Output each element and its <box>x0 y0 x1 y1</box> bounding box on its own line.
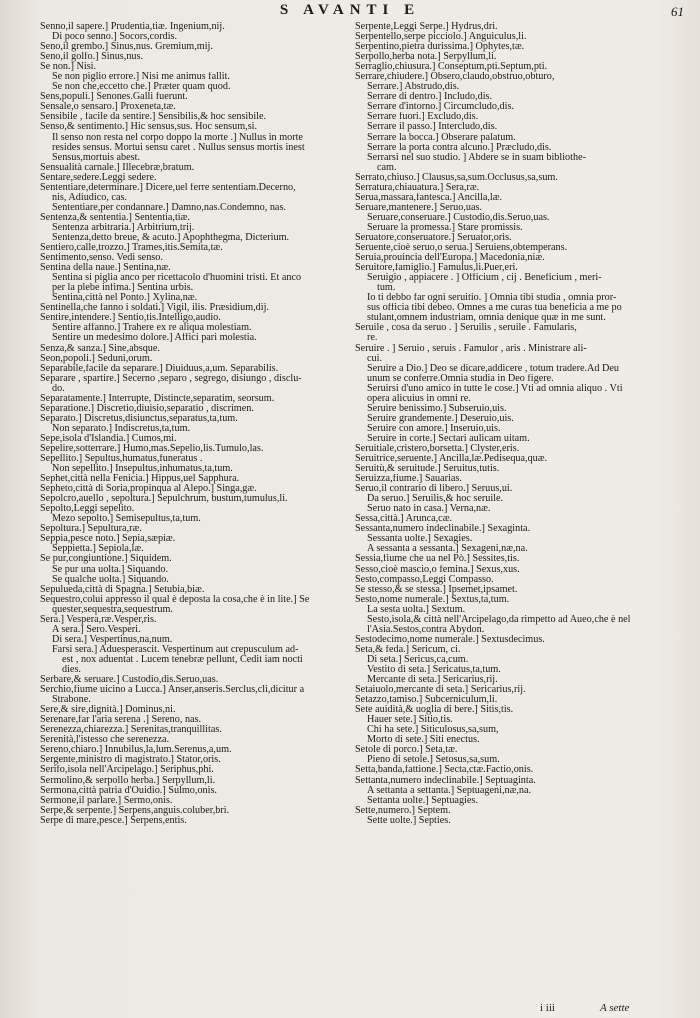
entry-line: Se pur,congiuntione.] Siquidem. <box>40 554 172 565</box>
entry-line: Sete auidità,& uoglia di bere.] Sitis,tis. <box>355 705 514 716</box>
entry-line: Seruitiale,cristero,borsetta.] Clyster,eris. <box>355 443 520 454</box>
entry-line: Seruatore,conseruatore.] Seruator,oris. <box>355 232 512 243</box>
entry-line: Sentire affanno.] Trahere ex re aliqua molestiam. <box>52 323 252 334</box>
entry-line: Sepellito.] Sepultus,humatus,funeratus . <box>40 454 203 465</box>
entry-line: unum se conferre.Omnia studia in Deo figere. <box>367 373 554 384</box>
entry-line: A sera.] Sero.Vesperi. <box>52 624 141 635</box>
entry-line: Sesto,nome numerale.] Sextus,ta,tum. <box>355 594 510 605</box>
entry-line: Setole di porco.] Seta,tæ. <box>355 745 458 756</box>
entry-line: Il senso non resta nel corpo doppo la morte .] Nullus in morte <box>52 132 303 143</box>
entry-line: Settanta,numero indeclinabile.] Septuaginta. <box>355 775 536 786</box>
entry-line: Seruitore,famiglio.] Famulus,li.Puer,eri. <box>355 263 518 274</box>
entry-line: Serenità,l'istesso che serenezza. <box>40 735 170 746</box>
entry-line: Sepolto,Leggi sepelito. <box>40 504 135 515</box>
running-head: S AVANTI E <box>279 2 421 18</box>
entry-line: Serrare il passo.] Intercludo,dis. <box>367 122 498 133</box>
entry-line: Se stesso,& se stessa.] Ipsemet,ipsamet. <box>355 584 518 595</box>
entry-line: resides sensus. Mortui sensu caret . Nullus sensus mortis inest <box>52 142 305 153</box>
entry-line: A sessanta a sessanta.] Sexageni,næ,na. <box>367 544 528 555</box>
entry-line: Sestodecimo,nome numerale.] Sextusdecimus. <box>355 634 545 645</box>
entry-line: Sera.] Vespera,ræ.Vesper,ris. <box>40 614 157 625</box>
entry-line: Serpollo,herba nota.] Serpyllum,li. <box>355 52 497 63</box>
entry-line: Non separato.] Indiscretus,ta,tum. <box>52 423 191 434</box>
entry-line: est , nox aduentat . Lucem tenebræ pellunt, Cedit iam nocti <box>62 654 303 665</box>
entry-line: Sentina si piglia anco per ricettacolo d'huomini tristi. Et anco <box>52 273 302 284</box>
entry-line: Separato.] Discretus,disiunctus,separatus,ta,tum. <box>40 413 238 424</box>
entry-line: Sesso,cioè mascio,o femina.] Sexus,xus. <box>355 564 520 575</box>
entry-line: Sepheto,città di Soria,propinqua al Alepo.] Singa,gæ. <box>40 484 257 495</box>
entry-line: Setaiuolo,mercante di seta.] Sericarius,rij. <box>355 685 526 696</box>
entry-line: Seruente,cioè seruo,o serua.] Seruiens,obtemperans. <box>355 243 568 254</box>
entry-line: re. <box>367 333 378 344</box>
entry-line: Serrato,chiuso.] Clausus,sa,sum.Occlusus,sa,sum. <box>355 172 558 183</box>
entry-line: Hauer sete.] Sitio,tis. <box>367 715 453 726</box>
entry-line: Sepolcro,auello , sepoltura.] Sepulchrum, bustum,tumulus,li. <box>40 494 288 505</box>
entry-line: A settanta a settanta.] Septuageni,næ,na. <box>367 785 532 796</box>
entry-line: Serpe di mare,pesce.] Serpens,entis. <box>40 815 187 826</box>
left-column <box>40 22 340 826</box>
entry-line: Serpe,& serpente.] Serpens,anguis.coluber,bri. <box>40 805 230 816</box>
right-column <box>355 22 685 826</box>
entry-line: Seruo,il contrario di libero.] Seruus,ui. <box>355 484 513 495</box>
page-footer <box>0 1002 700 1016</box>
entry-line: Serrare la porta contra alcuno.] Præcludo,dis. <box>367 142 552 153</box>
entry-line: Sentiero,calle,trozzo.] Trames,itis.Semita,tæ. <box>40 243 223 254</box>
entry-line: Seruare,mantenere.] Seruo,uas. <box>355 202 483 213</box>
entry-line: Farsi sera.] Aduesperascit. Vespertinum aut crepusculum ad- <box>52 644 299 655</box>
entry-line: nis, Adiudico, cas. <box>52 192 127 203</box>
entry-line: Seruare,conseruare.] Custodio,dis.Seruo,uas. <box>367 212 550 223</box>
entry-line: stulant,omnem industriam, omnia denique quæ in me sunt. <box>367 313 606 324</box>
entry-line: Seno,il golfo.] Sinus,nus. <box>40 52 144 63</box>
entry-line: Seruare la promessa.] Stare promissis. <box>367 222 523 233</box>
entry-line: Sentimento,senso. Vedi senso. <box>40 253 163 264</box>
entry-line: cam. <box>377 162 397 173</box>
entry-line: Sette uolte.] Septies. <box>367 815 451 826</box>
entry-line: opera alicuius in omni re. <box>367 393 471 404</box>
entry-line: Serrare fuori.] Excludo,dis. <box>367 112 479 123</box>
entry-line: Di poco senno.] Socors,cordis. <box>52 32 178 43</box>
entry-line: Sepoltura.] Sepultura,ræ. <box>40 524 142 535</box>
entry-line: Serenare,far l'aria serena .] Sereno, nas. <box>40 715 202 726</box>
entry-line: Setazzo,tamiso.] Subcerniculum,li. <box>355 695 498 706</box>
entry-line: Settanta uolte.] Septuagies. <box>367 795 478 806</box>
entry-line: Vestito di seta.] Sericatus,ta,tum. <box>367 665 501 675</box>
entry-line: Seta,& feda.] Sericum, ci. <box>355 644 461 655</box>
entry-line: Senso,& sentimento.] Hic sensus,sus. Hoc sensum,si. <box>40 122 258 133</box>
entry-line: quester,sequestra,sequestrum. <box>52 604 173 615</box>
entry-line: Sesto,isola,& città nell'Arcipelago,da rimpetto ad Aueo,che è nel <box>367 614 631 625</box>
entry-line: Seppia,pesce noto.] Sepia,sæpiæ. <box>40 534 176 545</box>
entry-line: Se non piglio errore.] Nisi me animus fallit. <box>52 72 230 83</box>
entry-line: Seon,popoli.] Seduni,orum. <box>40 353 153 364</box>
entry-line: Setta,banda,fattione.] Secta,ctæ.Factio,onis. <box>355 765 534 776</box>
entry-line: Seruo nato in casa.] Verna,næ. <box>367 504 491 515</box>
entry-line: Di seta.] Sericus,ca,cum. <box>367 654 469 665</box>
entry-line: Serenezza,chiarezza.] Serenitas,tranquillitas. <box>40 725 222 736</box>
entry-line: Sereno,chiaro.] Innubilus,la,lum.Serenus,a,um. <box>40 745 232 756</box>
entry-line: Di sera.] Vespertinus,na,num. <box>52 634 173 645</box>
entry-line: Seruile , cosa da seruo . ] Seruilis , seruile . Famularis, <box>355 323 577 334</box>
entry-line: Mezo sepolto.] Semisepultus,ta,tum. <box>52 514 201 525</box>
entry-line: Seno,il grembo.] Sinus,nus. Gremium,mij. <box>40 42 213 53</box>
entry-line: Sequestro,colui appresso il qual è deposta la cosa,che è in lite.] Se <box>40 594 310 605</box>
entry-line: Non sepellito.] Insepultus,inhumatus,ta,tum. <box>52 464 233 475</box>
entry-line: La sesta uolta.] Sextum. <box>367 604 466 615</box>
page-header <box>0 2 700 24</box>
entry-line: Se pur una uolta.] Siquando. <box>52 564 169 575</box>
entry-line: Serrare la bocca.] Obserare palatum. <box>367 132 516 143</box>
entry-line: Da seruo.] Seruilis,& hoc seruile. <box>367 494 504 505</box>
entry-line: Sensus,mortuis abest. <box>52 152 141 163</box>
entry-line: Seruire a Dio.] Deo se dicare,addicere , totum tradere.Ad Deu <box>367 363 620 374</box>
entry-line: Serpentino,pietra durissima.] Ophytes,tæ. <box>355 42 525 53</box>
entry-line: cui. <box>367 353 382 364</box>
entry-line: Separare , spartire.] Secerno ,separo , segrego, disiungo , disclu- <box>40 373 302 384</box>
entry-line: Sepulueda,città di Spagna.] Setubia,biæ. <box>40 584 205 595</box>
entry-line: Sentire,intendere.] Sentio,tis.Intelligo,audio. <box>40 313 221 324</box>
entry-line: Serchio,fiume uicino a Lucca.] Anser,anseris.Serclus,cli,dicitur a <box>40 685 305 696</box>
entry-line: Seruitrice,seruente.] Ancilla,læ.Pedisequa,quæ. <box>355 454 548 465</box>
entry-line: Serratura,chiauatura.] Sera,ræ. <box>355 182 480 193</box>
entry-line: Serpente,Leggi Serpe.] Hydrus,dri. <box>355 22 498 32</box>
entry-line: Seruire benissimo.] Subseruio,uis. <box>367 403 507 414</box>
entry-line: Sessanta,numero indeclinabile.] Sexaginta. <box>355 524 531 535</box>
entry-line: Sensibile , facile da sentire.] Sensibilis,& hoc sensibile. <box>40 112 267 123</box>
entry-line: Sergente,ministro di magistrato.] Stator,oris. <box>40 755 221 766</box>
entry-line: Seruia,prouincia dell'Europa.] Macedonia,niæ. <box>355 253 545 264</box>
entry-line: Sesto,compasso,Leggi Compasso. <box>355 574 494 585</box>
entry-line: Serrare d'intorno.] Circumcludo,dis. <box>367 102 514 113</box>
entry-line: Serraglio,chiusura.] Conseptum,pti.Septum,pti. <box>355 62 548 73</box>
page-number: 61 <box>671 4 684 19</box>
entry-line: Sentina,città nel Ponto.] Xylina,næ. <box>52 293 198 304</box>
entry-line: Io ti debbo far ogni seruitio. ] Omnia tibi studia , omnia pror- <box>367 293 617 304</box>
entry-line: Seruitù,& seruitude.] Seruitus,tutis. <box>355 464 500 475</box>
entry-line: Sessa,città.] Arunca,cæ. <box>355 514 453 525</box>
entry-line: Se non.] Nisi. <box>40 62 97 73</box>
entry-line: Serrare,chiudere.] Obsero,claudo,obstruo,obturo, <box>355 72 555 83</box>
entry-line: Sentare,sedere.Leggi sedere. <box>40 172 157 183</box>
entry-line: l'Asia.Sestos,contra Abydon. <box>367 624 485 635</box>
entry-line: Morto di sete.] Siti enectus. <box>367 735 480 746</box>
entry-line: Sentenza,& sententia.] Sententia,tiæ. <box>40 212 190 223</box>
entry-line: dies. <box>62 665 81 675</box>
entry-line: Se non che,eccetto che.] Præter quam quod. <box>52 82 231 93</box>
entry-line: Sentina della naue.] Sentina,næ. <box>40 263 171 274</box>
entry-line: Sermona,città patria d'Ouidio.] Sulmo,onis. <box>40 785 217 796</box>
entry-line: Separatione.] Discretio,diuisio,separatio , discrimen. <box>40 403 254 414</box>
entry-line: Seruire con amore.] Inseruio,uis. <box>367 423 501 434</box>
entry-line: do. <box>52 383 65 394</box>
entry-line: Sententiare,per condannare.] Damno,nas.Condemno, nas. <box>52 202 286 213</box>
entry-line: Sere,& sire,dignità.] Dominus,ni. <box>40 705 176 716</box>
entry-line: Sette,numero.] Septem. <box>355 805 451 816</box>
entry-line: Mercante di seta.] Sericarius,rij. <box>367 675 498 686</box>
entry-line: Seppietta.] Sepiola,læ. <box>52 544 144 555</box>
entry-line: Strabone. <box>52 695 91 706</box>
entry-line: Seruire in corte.] Sectari aulicam uitam. <box>367 433 530 444</box>
entry-line: Serua,massara,fantesca.] Ancilla,læ. <box>355 192 503 203</box>
entry-line: Sepe,isola d'Islandia.] Cumos,mi. <box>40 433 177 444</box>
entry-line: Senza,& sanza.] Sine,absque. <box>40 343 160 354</box>
entry-line: Serbare,& seruare.] Custodio,dis.Seruo,uas. <box>40 675 219 686</box>
entry-line: Sepelire,sotterrare.] Humo,mas.Sepelio,lis.Tumulo,las. <box>40 443 264 454</box>
entry-line: per la plebe infima.] Sentina urbis. <box>52 283 194 294</box>
entry-line: Sermone,il parlare.] Sermo,onis. <box>40 795 173 806</box>
entry-line: Seruirsi d'uno amico in tutte le cose.] Vti ad omnia aliquo . Vti <box>367 383 623 394</box>
entry-line: Serpentello,serpe picciolo.] Anguiculus,li. <box>355 32 527 43</box>
entry-line: Se qualche uolta.] Siquando. <box>52 574 169 585</box>
entry-line: tum. <box>377 283 396 294</box>
entry-line: Serrare di dentro.] Includo,dis. <box>367 92 493 103</box>
entry-line: Senno,il sapere.] Prudentia,tiæ. Ingenium,nij. <box>40 22 225 32</box>
entry-line: Serrarsi nel suo studio. ] Abdere se in suam bibliothe- <box>367 152 586 163</box>
entry-line: Sens,populi.] Senones.Galli fuerunt. <box>40 92 188 103</box>
entry-line: Sensualità carnale.] Illecebræ,bratum. <box>40 162 195 173</box>
entry-line: Sermolino,& serpollo herba.] Serpyllum,li. <box>40 775 216 786</box>
entry-line: Sessia,fiume che ua nel Pò.] Sessites,tis. <box>355 554 520 565</box>
entry-line: Sentinella,che fanno i soldati.] Vigil, ilis. Præsidium,dij. <box>40 303 269 314</box>
entry-line: Seruigio , appiacere . ] Officium , cij . Beneficium , meri- <box>367 273 602 284</box>
entry-line: Pieno di setole.] Setosus,sa,sum. <box>367 755 500 766</box>
entry-line: Sententiare,determinare.] Dicere,uel ferre sententiam.Decerno, <box>40 182 296 193</box>
entry-line: Seruire . ] Seruio , seruis . Famulor , aris . Ministrare ali- <box>355 343 587 354</box>
entry-line: Sentire un medesimo dolore.] Affici pari molestia. <box>52 333 257 344</box>
signature-mark: i iii <box>540 1002 555 1014</box>
entry-line: Sensale,o sensaro.] Proxeneta,tæ. <box>40 102 176 113</box>
entry-line: Sentenza arbitraria.] Arbitrium,trij. <box>52 222 195 233</box>
entry-line: Serrare.] Abstrudo,dis. <box>367 82 460 93</box>
entry-line: sus officia tibi debeo. Omnes a me curas tua beneficia a me po <box>367 303 622 314</box>
entry-line: Separabile,facile da separare.] Diuiduus,a,um. Separabilis. <box>40 363 279 374</box>
entry-line: Sephet,città nella Fenicia.] Hippus,uel Sapphura. <box>40 474 240 485</box>
entry-line: Chi ha sete.] Siticulosus,sa,sum, <box>367 725 499 736</box>
entry-line: Separatamente.] Interrupte, Distincte,separatim, seorsum. <box>40 393 275 404</box>
entry-line: Seruire grandemente.] Deseruio,uis. <box>367 413 514 424</box>
entry-line: Sentenza,detto breue, & acuto.] Apophthegma, Dicterium. <box>52 232 290 243</box>
entry-line: Seruizza,fiume.] Sauarias. <box>355 474 462 485</box>
entry-line: Serifo,isola nell'Arcipelago.] Seriphus,phi. <box>40 765 214 776</box>
catchword: A sette <box>600 1002 630 1014</box>
entry-line: Sessanta uolte.] Sexagies. <box>367 534 473 545</box>
